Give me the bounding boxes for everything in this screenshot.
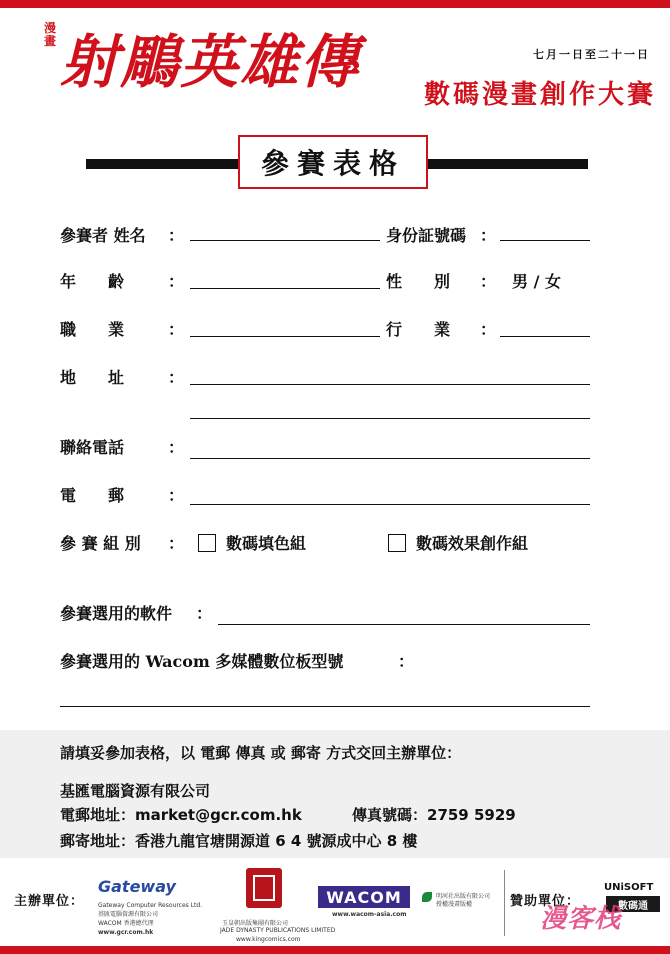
group-label: 參 賽 組 別 bbox=[60, 534, 141, 553]
top-red-bar bbox=[0, 0, 670, 8]
checkbox-digital-effects[interactable] bbox=[388, 534, 406, 552]
wacom-logo-block bbox=[318, 886, 410, 908]
jade-dynasty-name-cn: 玉皇朝出版集團有限公司 bbox=[222, 920, 289, 927]
checkbox-digital-coloring[interactable] bbox=[198, 534, 216, 552]
email-label: 電 郵 bbox=[60, 486, 125, 505]
industry-label: 行 業 bbox=[386, 320, 451, 339]
contest-title: 數碼漫畫創作大賽 bbox=[423, 80, 656, 110]
gender-colon: ： bbox=[480, 272, 497, 291]
submission-address: 郵寄地址：香港九龍官塘開源道 6 4 號源成中心 8 樓 bbox=[60, 832, 418, 850]
gender-label: 性 別 bbox=[386, 272, 451, 291]
id-field[interactable] bbox=[500, 240, 590, 241]
id-label: 身份証號碼 bbox=[386, 226, 467, 245]
gateway-distributor: WACOM 香港總代理 bbox=[98, 920, 154, 927]
submission-email[interactable]: 電郵地址：market@gcr.com.hk bbox=[60, 806, 302, 824]
gateway-name-en: Gateway Computer Resources Ltd. bbox=[98, 902, 203, 909]
submission-instruction: 請填妥參加表格，以 電郵 傳真 或 郵寄 方式交回主辦單位： bbox=[60, 744, 462, 762]
jade-dynasty-name-en: JADE DYNASTY PUBLICATIONS LIMITED bbox=[220, 927, 336, 934]
age-colon: ： bbox=[168, 272, 185, 291]
phone-colon: ： bbox=[168, 438, 185, 457]
occupation-field[interactable] bbox=[190, 336, 380, 337]
gateway-url: www.gcr.com.hk bbox=[98, 929, 154, 936]
address-colon: ： bbox=[168, 368, 185, 387]
group-colon: ： bbox=[168, 534, 185, 553]
email-colon: ： bbox=[168, 486, 185, 505]
name-colon: ： bbox=[168, 226, 185, 245]
gateway-logo: Gateway bbox=[98, 877, 176, 896]
unisoft-brand-cn: 數碼通 bbox=[606, 896, 660, 912]
industry-colon: ： bbox=[480, 320, 497, 339]
brand-small-text: 漫畫 bbox=[44, 21, 57, 48]
wacom-model-colon: ： bbox=[398, 652, 415, 671]
title-bar-right bbox=[428, 159, 588, 169]
mingho-leaf-icon bbox=[422, 892, 432, 902]
watermark: 漫客栈 bbox=[540, 904, 622, 934]
mingho-name: 明河社出版有限公司 bbox=[436, 893, 491, 900]
gateway-logo-block bbox=[98, 878, 208, 938]
software-field[interactable] bbox=[218, 624, 590, 625]
unisoft-logo: UNiSOFT bbox=[604, 882, 654, 893]
submission-fax: 傳真號碼：2759 5929 bbox=[352, 806, 516, 824]
phone-label: 聯絡電話 bbox=[60, 438, 125, 457]
title-bar-left bbox=[86, 159, 238, 169]
option-digital-coloring: 數碼填色組 bbox=[226, 534, 307, 553]
wacom-logo: WACOM bbox=[326, 887, 402, 907]
footer-divider bbox=[504, 870, 505, 936]
address-field-line1[interactable] bbox=[190, 384, 590, 385]
software-label: 參賽選用的軟件 bbox=[60, 604, 173, 623]
wacom-model-label: 參賽選用的 Wacom 多媒體數位板型號 bbox=[60, 652, 344, 671]
sponsor-label: 贊助單位： bbox=[510, 894, 581, 909]
software-colon: ： bbox=[196, 604, 213, 623]
wacom-model-field[interactable] bbox=[60, 706, 590, 707]
gender-options[interactable]: 男 / 女 bbox=[512, 272, 561, 291]
wacom-url: www.wacom-asia.com bbox=[332, 911, 407, 918]
form-title-box bbox=[238, 135, 428, 189]
event-date: 七月一日至二十一日 bbox=[533, 48, 650, 61]
option-digital-effects: 數碼效果創作組 bbox=[416, 534, 529, 553]
gateway-name-cn: 基匯電腦資源有限公司 bbox=[98, 911, 159, 918]
submission-company: 基匯電腦資源有限公司 bbox=[60, 782, 211, 800]
jade-dynasty-seal-icon bbox=[246, 868, 282, 908]
name-label: 參賽者 姓名 bbox=[60, 226, 146, 245]
occupation-label: 職 業 bbox=[60, 320, 125, 339]
name-field[interactable] bbox=[190, 240, 380, 241]
brand-logo: 射鵰英雄傳 bbox=[60, 28, 361, 96]
age-field[interactable] bbox=[190, 288, 380, 289]
jade-dynasty-url: www.kingcomics.com bbox=[236, 936, 301, 943]
industry-field[interactable] bbox=[500, 336, 590, 337]
email-field[interactable] bbox=[190, 504, 590, 505]
address-field-line2[interactable] bbox=[190, 418, 590, 419]
id-colon: ： bbox=[480, 226, 497, 245]
age-label: 年 齡 bbox=[60, 272, 125, 291]
organizer-label: 主辦單位： bbox=[14, 894, 85, 909]
form-title: 參賽表格 bbox=[260, 147, 405, 180]
occupation-colon: ： bbox=[168, 320, 185, 339]
phone-field[interactable] bbox=[190, 458, 590, 459]
address-label: 地 址 bbox=[60, 368, 125, 387]
mingho-license: 授權漫畫版權 bbox=[436, 901, 473, 908]
bottom-red-bar bbox=[0, 946, 670, 954]
